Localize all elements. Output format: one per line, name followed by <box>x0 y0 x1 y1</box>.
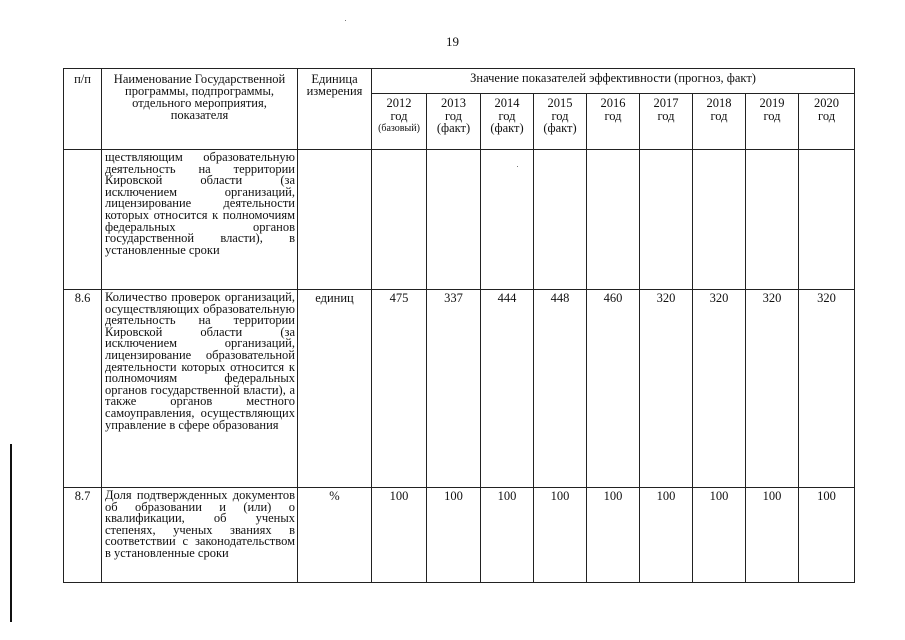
row-value <box>693 150 746 290</box>
row-value: 320 <box>640 290 693 488</box>
scan-margin-line <box>10 444 12 622</box>
header-row-top <box>64 69 855 94</box>
row-value: 448 <box>534 290 587 488</box>
scan-speck <box>517 166 518 167</box>
header-year-2017: 2017 год <box>640 94 693 150</box>
header-unit: Единица измерения <box>298 69 372 150</box>
row-description: Количество проверок организаций, осуществляющих образовательную деятельность на территории Кировской области (за исключением организаций, лицензирование образовательной деятельности которых относится к полномочиям федеральных органов государственной власти), а также органов местного самоуправления, осуществляющих управление в сфере образования <box>102 290 298 488</box>
row-number <box>64 150 102 290</box>
page-number: 19 <box>446 34 459 49</box>
header-year-2013: 2013 год (факт) <box>427 94 481 150</box>
header-index: п/п <box>64 69 102 150</box>
header-name: Наименование Государственной программы, подпрограммы, отдельного мероприятия, показателя <box>102 69 298 150</box>
row-unit <box>298 150 372 290</box>
table-row <box>64 488 855 583</box>
header-values: Значение показателей эффективности (прогноз, факт) <box>372 69 855 94</box>
header-year-2014: 2014 год (факт) <box>481 94 534 150</box>
row-value <box>481 150 534 290</box>
row-value: 337 <box>427 290 481 488</box>
scan-speck <box>345 20 346 21</box>
row-unit: единиц <box>298 290 372 488</box>
row-value: 320 <box>746 290 799 488</box>
row-number: 8.7 <box>64 488 102 583</box>
row-value: 100 <box>587 488 640 583</box>
header-year-2019: 2019 год <box>746 94 799 150</box>
table-row <box>64 150 855 290</box>
row-value: 100 <box>534 488 587 583</box>
row-value: 460 <box>587 290 640 488</box>
row-value <box>746 150 799 290</box>
row-value: 475 <box>372 290 427 488</box>
row-value <box>587 150 640 290</box>
header-year-2016: 2016 год <box>587 94 640 150</box>
indicators-table <box>63 68 855 583</box>
row-description: ществляющим образовательную деятельность на территории Кировской области (за исключением организаций, лицензирование деятельности которых относится к полномочиям федеральных органов государственной власти), в установленные сроки <box>102 150 298 290</box>
row-value: 100 <box>427 488 481 583</box>
row-value <box>799 150 855 290</box>
row-unit: % <box>298 488 372 583</box>
row-value: 100 <box>372 488 427 583</box>
row-value <box>427 150 481 290</box>
table-row <box>64 290 855 488</box>
row-value: 320 <box>693 290 746 488</box>
row-value: 320 <box>799 290 855 488</box>
header-year-2012: 2012 год (базовый) <box>372 94 427 150</box>
header-year-2020: 2020 год <box>799 94 855 150</box>
header-year-2018: 2018 год <box>693 94 746 150</box>
row-value: 100 <box>746 488 799 583</box>
header-year-2015: 2015 год (факт) <box>534 94 587 150</box>
row-value <box>534 150 587 290</box>
row-value: 444 <box>481 290 534 488</box>
row-value: 100 <box>481 488 534 583</box>
row-value: 100 <box>799 488 855 583</box>
row-value: 100 <box>640 488 693 583</box>
row-number: 8.6 <box>64 290 102 488</box>
row-description: Доля подтвержденных документов об образовании и (или) о квалификации, об ученых степенях, ученых званиях в соответствии с законодательством в установленные сроки <box>102 488 298 583</box>
row-value: 100 <box>693 488 746 583</box>
row-value <box>640 150 693 290</box>
row-value <box>372 150 427 290</box>
